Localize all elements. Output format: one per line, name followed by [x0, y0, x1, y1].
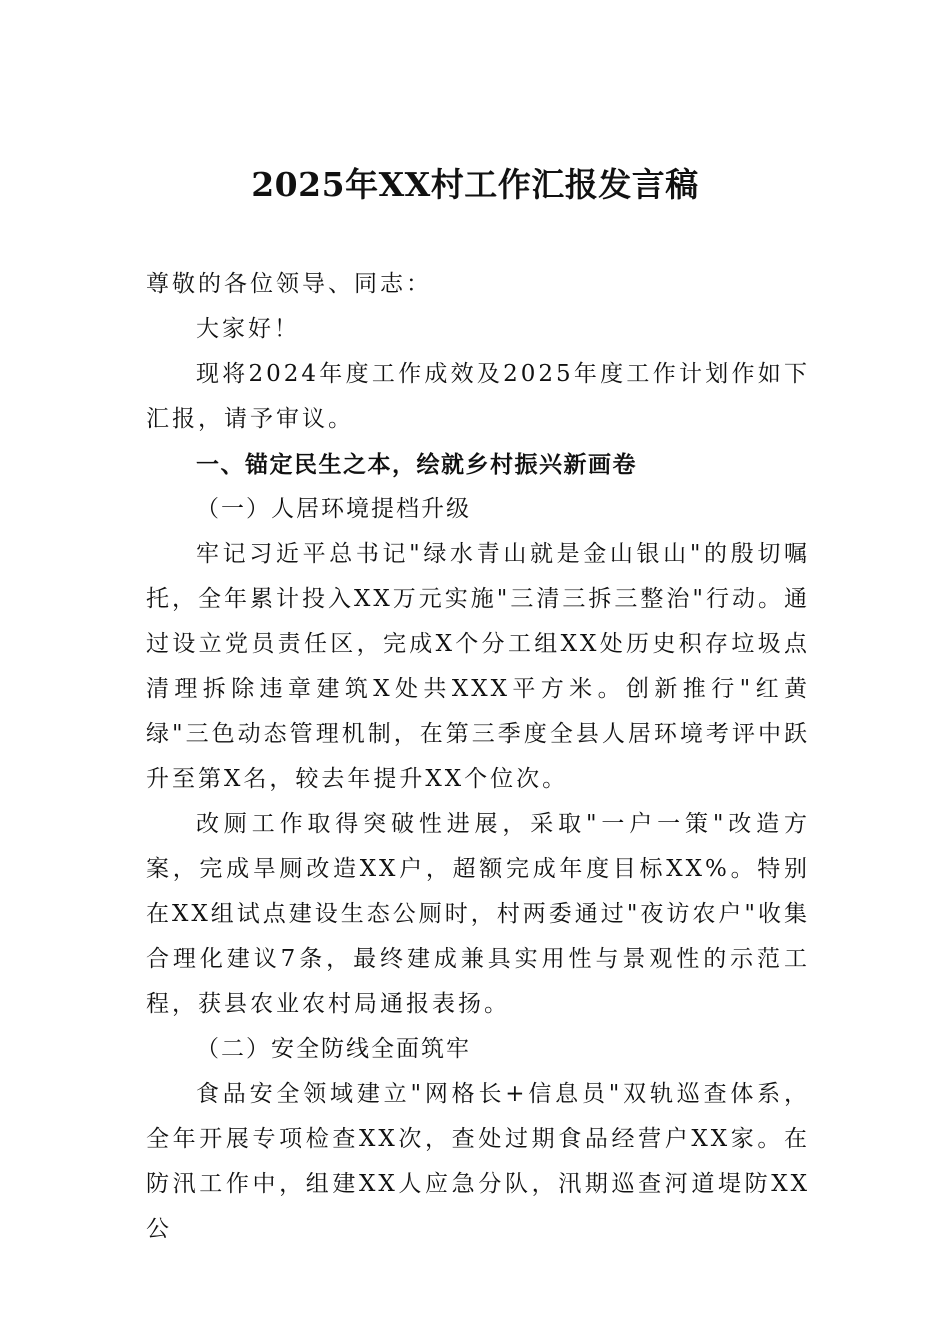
salutation: 尊敬的各位领导、同志： [146, 271, 432, 297]
subsection-heading-1: （一）人居环境提档升级 [196, 496, 471, 522]
greeting: 大家好！ [196, 316, 300, 342]
paragraph: 改厕工作取得突破性进展，采取"一户一策"改造方案，完成旱厕改造XX户，超额完成年度目标XX%。特别在XX组试点建设生态公厕时，村两委通过"夜访农户"收集合理化建议7条，最终建成兼具实用性与景观性的示范工程，获县农业农村局通报表扬。 [146, 811, 810, 1017]
subsection-heading-2: （二）安全防线全面筑牢 [196, 1036, 471, 1062]
intro-paragraph: 现将2024年度工作成效及2025年度工作计划作如下汇报，请予审议。 [146, 361, 810, 432]
document-title: 2025年XX村工作汇报发言稿 [251, 165, 699, 204]
paragraph: 牢记习近平总书记"绿水青山就是金山银山"的殷切嘱托，全年累计投入XX万元实施"三清三拆三整治"行动。通过设立党员责任区，完成X个分工组XX处历史积存垃圾点清理拆除违章建筑X处共XXX平方米。创新推行"红黄绿"三色动态管理机制，在第三季度全县人居环境考评中跃升至第X名，较去年提升XX个位次。 [146, 541, 810, 792]
section-heading-1: 一、锚定民生之本，绘就乡村振兴新画卷 [196, 451, 637, 478]
paragraph: 食品安全领域建立"网格长+信息员"双轨巡查体系，全年开展专项检查XX次，查处过期食品经营户XX家。在防汛工作中，组建XX人应急分队，汛期巡查河道堤防XX公 [146, 1081, 810, 1242]
document-body [146, 262, 810, 1252]
